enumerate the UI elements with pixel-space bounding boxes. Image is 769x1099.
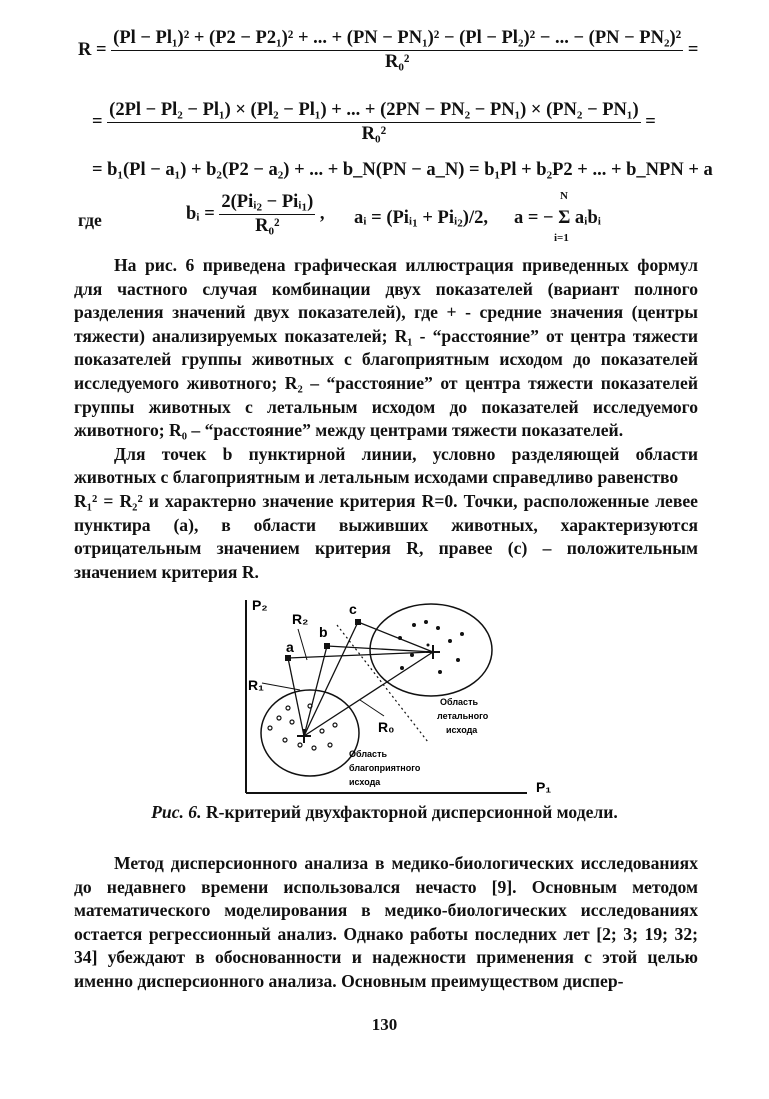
a-definition: aᵢ = (Piᵢ₁ + Piᵢ₂)/2,: [354, 208, 488, 228]
point-c-label: c: [349, 601, 357, 617]
a-constant: a = − Σ aᵢbᵢ: [514, 208, 602, 228]
figure-caption: [0, 802, 769, 823]
point-b-label: b: [319, 624, 328, 640]
r2-label: R₂: [292, 611, 309, 627]
formula-r-label: R =: [78, 39, 107, 60]
point-a-label: a: [286, 639, 294, 655]
b-definition-numerator: 2(Piᵢ₂ − Piᵢ₁): [219, 192, 315, 215]
figure-caption-prefix: Рис. 6.: [151, 802, 202, 822]
favorable-region-ellipse: [261, 690, 359, 776]
paragraph-4: Метод дисперсионного анализа в медико-биологических исследованиях до недавнего времени использовался нечасто [9]. Основным методом математического моделирования в медико-биологических исследованиях остается регрессионный анализ. Однако работы последних лет [2; 3; 19; 32; 34] убеждают в обоснованности и надежности применения с этой целью именно дисперсионного анализа. Основным преимуществом диспер-: [74, 853, 698, 991]
r2-label-pointer: [298, 629, 307, 660]
formula-equals-2: =: [92, 111, 103, 132]
y-axis-label: P₂: [252, 597, 268, 613]
sum-upper-limit: N: [560, 190, 568, 202]
paragraph-3: R₁² = R₂² и характерно значение критерия R=0. Точки, расположенные левее пунктира (a), в области выживших животных, характеризуются отрицательным значением критерия R, правее (c) – положительным значением критерия R.: [74, 490, 698, 582]
r1-label: R₁: [248, 677, 264, 693]
x-axis-label: P₁: [536, 779, 552, 795]
lethal-region-points: [398, 620, 464, 674]
lethal-region-label-2: летального: [437, 711, 489, 721]
formula-equals-3: =: [645, 111, 656, 132]
favorable-region-label-2: благоприятного: [349, 763, 421, 773]
where-label: где: [78, 210, 102, 230]
sum-lower-limit: i=1: [554, 232, 569, 244]
favorable-region-label-1: Область: [349, 749, 388, 759]
formula-line-1-numerator: (Pl − Pl₁)² + (P2 − P2₁)² + ... + (PN − PN₁)² − (Pl − Pl₂)² − ... − (PN − PN₂)²: [111, 28, 683, 51]
favorable-region-label-3: исхода: [349, 777, 381, 787]
b-definition-comma: ,: [319, 203, 325, 224]
distance-lines-r2: [288, 622, 433, 658]
lethal-region-label-3: исхода: [446, 725, 478, 735]
formula-line-2-numerator: (2Pl − Pl₂ − Pl₁) × (Pl₂ − Pl₁) + ... + (2PN − PN₂ − PN₁) × (PN₂ − PN₁): [107, 100, 640, 123]
formula-line-2-denominator: R₀²: [361, 124, 387, 144]
paragraph-1: На рис. 6 приведена графическая иллюстрация приведенных формул для частного случая комбинации двух показателей (вариант полного разделения значений двух показателей), где + - средние значения (центры тяжести) анализируемых показателей; R₁ - “расстояние” от центра тяжести показателей группы животных с благоприятным исходом до показателей исследуемого животного; R₂ – “расстояние” от центра тяжести показателей группы животных с летальным исходом до показателей исследуемого животного; R₀ – “расстояние” между центрами тяжести показателей.: [74, 255, 698, 441]
r0-label-pointer: [360, 700, 384, 716]
formula-equals-1: =: [687, 39, 699, 60]
page-number: 130: [371, 1015, 398, 1034]
r0-label: R₀: [378, 719, 395, 735]
paragraph-block-2: [74, 852, 698, 994]
figure-caption-text: R-критерий двухфакторной дисперсионной модели.: [201, 802, 618, 822]
b-definition-denominator: R₀²: [255, 216, 280, 236]
paragraph-2: Для точек b пунктирной линии, условно разделяющей области животных с благоприятным и летальным исходами справедливо равенство: [74, 443, 698, 488]
lethal-region-label-1: Область: [440, 697, 479, 707]
formula-line-3: = b₁(Pl − a₁) + b₂(P2 − a₂) + ... + b_N(PN − a_N) = b₁Pl + b₂P2 + ... + b_NPN + a: [92, 160, 713, 180]
b-definition-left: bᵢ =: [186, 203, 215, 224]
formula-line-1-denominator: R₀²: [384, 52, 410, 72]
